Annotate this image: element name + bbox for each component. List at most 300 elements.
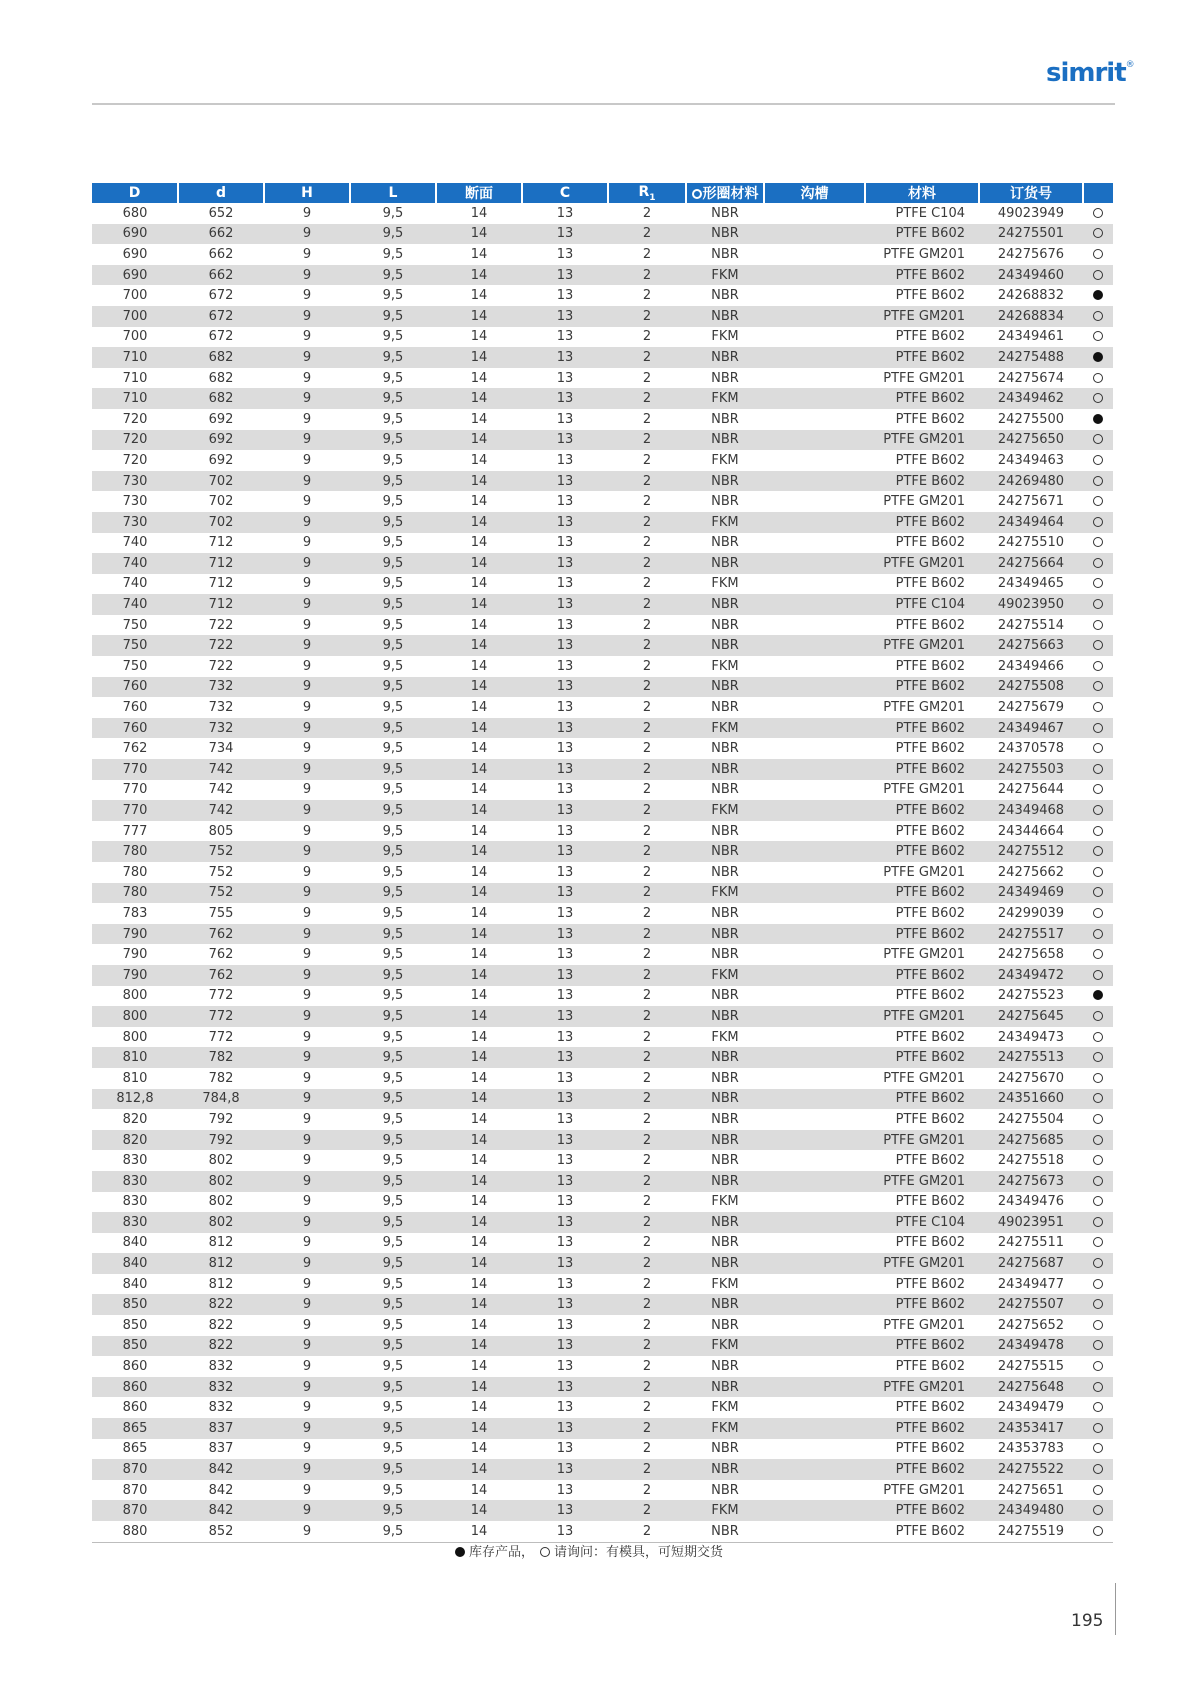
cell-groove [764,1150,865,1171]
table-row [92,203,1113,224]
cell-groove [764,265,865,286]
cell-material: PTFE GM201 [883,370,965,386]
cell-section: 14 [436,635,522,656]
cell-R1: 2 [642,947,652,963]
cell-material: PTFE GM201 [865,1253,979,1274]
cell-D: 770 [122,782,148,798]
cell-availability [1083,759,1113,780]
cell-availability [1083,986,1113,1007]
cell-section: 14 [436,1171,522,1192]
cell-H: 9 [264,1171,350,1192]
inquiry-circle-icon [1093,434,1103,444]
cell-groove [764,1068,865,1089]
cell-d: 792 [178,1130,264,1151]
cell-section: 14 [470,905,488,921]
cell-C: 13 [556,988,574,1004]
cell-H: 9 [264,1459,350,1480]
inquiry-circle-icon [1093,537,1103,547]
cell-groove [764,800,865,821]
cell-R1: 2 [642,1359,652,1375]
inquiry-circle-icon [1093,393,1103,403]
cell-availability [1083,1233,1113,1254]
cell-oring-material: NBR [711,1070,739,1086]
cell-oring-material: FKM [686,1418,764,1439]
cell-L: 9,5 [382,1111,404,1127]
table-row [92,533,1113,554]
inquiry-circle-icon [1093,228,1103,238]
cell-section: 14 [436,306,522,327]
cell-d: 712 [178,594,264,615]
cell-groove [764,1315,865,1336]
cell-order-number: 24275652 [997,1317,1065,1333]
cell-oring-material: NBR [711,494,739,510]
cell-availability [1083,553,1113,574]
cell-D: 800 [92,1006,178,1027]
cell-d: 702 [208,494,234,510]
inquiry-circle-icon [1093,331,1103,341]
cell-availability [1083,1377,1113,1398]
table-row [92,924,1113,945]
cell-groove [764,1027,865,1048]
cell-R1: 2 [608,677,686,698]
cell-D: 850 [92,1336,178,1357]
cell-availability [1083,903,1113,924]
cell-section: 14 [470,1276,488,1292]
cell-D: 830 [92,1171,178,1192]
cell-availability [1083,883,1113,904]
cell-material: PTFE B602 [895,1400,965,1416]
cell-availability [1083,944,1113,965]
cell-order-number: 24349480 [979,1500,1083,1521]
cell-oring-material: FKM [686,265,764,286]
cell-section: 14 [470,1235,488,1251]
table-row [92,1480,1113,1501]
cell-R1: 2 [608,1418,686,1439]
cell-D: 850 [122,1317,148,1333]
cell-section: 14 [436,1377,522,1398]
cell-H: 9 [302,1029,312,1045]
table-row [92,635,1113,656]
cell-L: 9,5 [382,823,404,839]
cell-d: 722 [208,658,234,674]
cell-groove [764,615,865,636]
cell-L: 9,5 [382,411,404,427]
cell-order-number: 49023949 [997,205,1065,221]
cell-section: 14 [436,800,522,821]
cell-d: 712 [178,553,264,574]
cell-D: 870 [92,1500,178,1521]
cell-material: PTFE B602 [865,224,979,245]
inquiry-circle-icon [1093,1443,1103,1453]
cell-L: 9,5 [382,1317,404,1333]
cell-R1: 2 [642,617,652,633]
cell-C: 13 [556,1359,574,1375]
inquiry-circle-icon [1093,1299,1103,1309]
cell-L: 9,5 [382,1276,404,1292]
cell-groove [764,368,865,389]
cell-C: 13 [556,1070,574,1086]
inquiry-circle-icon [1093,764,1103,774]
cell-R1: 2 [642,494,652,510]
cell-C: 13 [556,452,574,468]
cell-R1: 2 [642,370,652,386]
cell-d: 832 [208,1400,234,1416]
cell-R1: 2 [608,388,686,409]
cell-availability [1083,1418,1113,1439]
cell-availability [1083,306,1113,327]
cell-C: 13 [556,1276,574,1292]
cell-D: 762 [122,741,148,757]
cell-H: 9 [302,988,312,1004]
cell-R1: 2 [642,288,652,304]
cell-material: PTFE B602 [865,924,979,945]
cell-D: 760 [122,700,148,716]
cell-R1: 2 [608,512,686,533]
cell-H: 9 [302,1235,312,1251]
cell-R1: 2 [642,1441,652,1457]
cell-C: 13 [522,1521,608,1542]
inquiry-circle-icon [540,1547,550,1557]
inquiry-circle-icon [1093,1052,1103,1062]
cell-R1: 2 [608,800,686,821]
cell-availability [1083,265,1113,286]
cell-H: 9 [264,759,350,780]
cell-order-number: 24299039 [997,905,1065,921]
cell-D: 860 [122,1359,148,1375]
cell-availability [1083,1130,1113,1151]
cell-R1: 2 [642,246,652,262]
cell-L: 9,5 [350,1253,436,1274]
cell-d: 832 [178,1377,264,1398]
inquiry-circle-icon [1093,1320,1103,1330]
cell-section: 14 [470,494,488,510]
cell-oring-material: FKM [686,800,764,821]
cell-R1: 2 [608,1377,686,1398]
cell-groove [764,1047,865,1068]
cell-D: 720 [122,452,148,468]
cell-C: 13 [522,1006,608,1027]
cell-material: PTFE GM201 [883,1317,965,1333]
cell-H: 9 [264,512,350,533]
cell-H: 9 [264,1418,350,1439]
cell-C: 13 [522,924,608,945]
cell-D: 865 [92,1418,178,1439]
cell-material: PTFE GM201 [883,700,965,716]
cell-C: 13 [556,1194,574,1210]
cell-availability [1083,450,1113,471]
cell-groove [764,533,865,554]
cell-availability [1083,677,1113,698]
cell-section: 14 [470,1029,488,1045]
cell-material: PTFE C104 [865,1212,979,1233]
cell-order-number: 24275662 [997,864,1065,880]
cell-L: 9,5 [382,246,404,262]
cell-H: 9 [264,265,350,286]
cell-D: 790 [122,947,148,963]
cell-D: 710 [92,347,178,368]
cell-H: 9 [264,1006,350,1027]
cell-oring-material: NBR [711,864,739,880]
cell-d: 782 [178,1047,264,1068]
cell-availability [1083,491,1113,512]
cell-material: PTFE GM201 [865,306,979,327]
cell-R1: 2 [642,576,652,592]
stock-dot-icon [455,1547,465,1557]
cell-availability [1083,388,1113,409]
cell-material: PTFE B602 [865,718,979,739]
cell-section: 14 [436,883,522,904]
table-row [92,986,1113,1007]
cell-order-number: 24275670 [997,1070,1065,1086]
cell-d: 682 [178,347,264,368]
cell-H: 9 [302,905,312,921]
cell-d: 822 [178,1336,264,1357]
cell-R1: 2 [608,306,686,327]
inquiry-circle-icon [1093,661,1103,671]
cell-L: 9,5 [350,1459,436,1480]
cell-L: 9,5 [350,512,436,533]
cell-groove [764,1336,865,1357]
cell-L: 9,5 [382,700,404,716]
cell-L: 9,5 [350,1377,436,1398]
table-row [92,1377,1113,1398]
cell-R1: 2 [608,1500,686,1521]
cell-groove [764,986,865,1007]
cell-L: 9,5 [350,224,436,245]
cell-section: 14 [470,700,488,716]
cell-order-number: 24353783 [997,1441,1065,1457]
cell-order-number: 24269480 [979,471,1083,492]
inquiry-circle-icon [1093,249,1103,259]
cell-L: 9,5 [382,1153,404,1169]
cell-availability [1083,1439,1113,1460]
cell-availability [1083,347,1113,368]
cell-H: 9 [264,718,350,739]
table-row [92,1418,1113,1439]
cell-D: 840 [92,1253,178,1274]
cell-C: 13 [522,1171,608,1192]
inquiry-circle-icon [1093,1032,1103,1042]
cell-d: 842 [178,1500,264,1521]
cell-material: PTFE B602 [895,741,965,757]
cell-material: PTFE GM201 [883,246,965,262]
cell-availability [1083,285,1113,306]
cell-groove [764,965,865,986]
cell-oring-material: NBR [686,1089,764,1110]
cell-availability [1083,862,1113,883]
cell-d: 752 [178,841,264,862]
cell-order-number: 24275645 [979,1006,1083,1027]
cell-oring-material: NBR [686,635,764,656]
cell-d: 662 [178,265,264,286]
table-row [92,1521,1113,1542]
cell-order-number: 24349469 [979,883,1083,904]
inquiry-circle-icon [1093,805,1103,815]
table-row [92,738,1113,759]
cell-R1: 2 [608,347,686,368]
cell-oring-material: NBR [686,1253,764,1274]
cell-availability [1083,533,1113,554]
cell-d: 802 [178,1171,264,1192]
cell-oring-material: NBR [711,370,739,386]
cell-oring-material: FKM [686,1336,764,1357]
cell-material: PTFE B602 [895,905,965,921]
cell-material: PTFE B602 [865,1047,979,1068]
cell-material: PTFE B602 [895,988,965,1004]
table-row [92,1294,1113,1315]
inquiry-circle-icon [1093,1176,1103,1186]
cell-oring-material: NBR [686,1047,764,1068]
cell-section: 14 [470,246,488,262]
cell-H: 9 [302,1111,312,1127]
cell-D: 710 [122,370,148,386]
cell-section: 14 [470,864,488,880]
cell-H: 9 [264,841,350,862]
cell-L: 9,5 [382,947,404,963]
cell-material: PTFE C104 [895,205,965,221]
cell-L: 9,5 [350,1130,436,1151]
cell-order-number: 24275664 [979,553,1083,574]
cell-C: 13 [556,205,574,221]
cell-L: 9,5 [382,329,404,345]
cell-C: 13 [522,1047,608,1068]
col-header-order-number: 订货号 [979,183,1083,203]
cell-d: 692 [208,452,234,468]
simrit-logo: simrit® [1046,58,1134,88]
cell-d: 722 [178,635,264,656]
cell-groove [764,471,865,492]
inquiry-circle-icon [1093,929,1103,939]
inquiry-circle-icon [1093,743,1103,753]
cell-C: 13 [556,864,574,880]
cell-C: 13 [556,782,574,798]
cell-H: 9 [264,965,350,986]
cell-material: PTFE B602 [895,1111,965,1127]
cell-material: PTFE B602 [865,512,979,533]
cell-d: 782 [208,1070,234,1086]
col-header-D: D [92,183,178,203]
cell-groove [764,944,865,965]
cell-C: 13 [522,1500,608,1521]
table-row [92,944,1113,965]
cell-oring-material: NBR [686,430,764,451]
cell-C: 13 [522,965,608,986]
cell-H: 9 [302,617,312,633]
cell-material: PTFE B602 [895,617,965,633]
stock-dot-icon [1093,352,1103,362]
table-row [92,347,1113,368]
cell-section: 14 [436,265,522,286]
cell-material: PTFE B602 [895,1235,965,1251]
cell-L: 9,5 [382,782,404,798]
cell-L: 9,5 [350,965,436,986]
table-row [92,1315,1113,1336]
table-row [92,594,1113,615]
cell-order-number: 24349478 [979,1336,1083,1357]
cell-H: 9 [302,1317,312,1333]
inquiry-circle-icon [1093,1073,1103,1083]
cell-order-number: 24275511 [997,1235,1065,1251]
cell-D: 812,8 [92,1089,178,1110]
cell-oring-material: NBR [686,306,764,327]
cell-order-number: 24344664 [997,823,1065,839]
cell-section: 14 [470,1194,488,1210]
cell-C: 13 [522,512,608,533]
cell-d: 802 [208,1194,234,1210]
cell-groove [764,759,865,780]
cell-material: PTFE B602 [865,677,979,698]
cell-order-number: 24349477 [997,1276,1065,1292]
cell-D: 790 [92,965,178,986]
cell-availability [1083,244,1113,265]
cell-D: 860 [122,1400,148,1416]
cell-order-number: 24349462 [979,388,1083,409]
table-row [92,1047,1113,1068]
cell-groove [764,1233,865,1254]
cell-section: 14 [436,759,522,780]
table-row [92,1459,1113,1480]
cell-d: 805 [208,823,234,839]
cell-L: 9,5 [350,1294,436,1315]
cell-groove [764,738,865,759]
cell-D: 800 [122,1029,148,1045]
cell-section: 14 [436,347,522,368]
table-row [92,512,1113,533]
inquiry-circle-icon [1093,476,1103,486]
cell-H: 9 [264,1047,350,1068]
cell-section: 14 [436,965,522,986]
cell-section: 14 [470,1153,488,1169]
cell-groove [764,1192,865,1213]
cell-oring-material: NBR [686,347,764,368]
cell-C: 13 [522,635,608,656]
cell-material: PTFE B602 [895,1276,965,1292]
cell-availability [1083,1500,1113,1521]
table-row [92,883,1113,904]
cell-section: 14 [470,452,488,468]
cell-C: 13 [522,553,608,574]
cell-section: 14 [436,1089,522,1110]
cell-availability [1083,656,1113,677]
cell-d: 822 [208,1317,234,1333]
cell-R1: 2 [608,594,686,615]
cell-availability [1083,924,1113,945]
o-ring-icon [692,189,702,199]
inquiry-circle-icon [1093,1196,1103,1206]
cell-section: 14 [470,1070,488,1086]
col-header-C: C [522,183,608,203]
cell-D: 820 [122,1111,148,1127]
cell-availability [1083,1192,1113,1213]
cell-D: 780 [92,883,178,904]
cell-H: 9 [302,700,312,716]
cell-L: 9,5 [382,1400,404,1416]
table-row [92,841,1113,862]
cell-order-number: 24370578 [997,741,1065,757]
availability-legend [455,1541,723,1560]
cell-R1: 2 [642,1153,652,1169]
cell-H: 9 [302,411,312,427]
inquiry-circle-icon [1093,1093,1103,1103]
table-row [92,862,1113,883]
cell-L: 9,5 [350,265,436,286]
cell-D: 730 [92,471,178,492]
cell-groove [764,1500,865,1521]
cell-C: 13 [556,246,574,262]
cell-availability [1083,841,1113,862]
cell-oring-material: NBR [686,841,764,862]
cell-d: 772 [178,1006,264,1027]
